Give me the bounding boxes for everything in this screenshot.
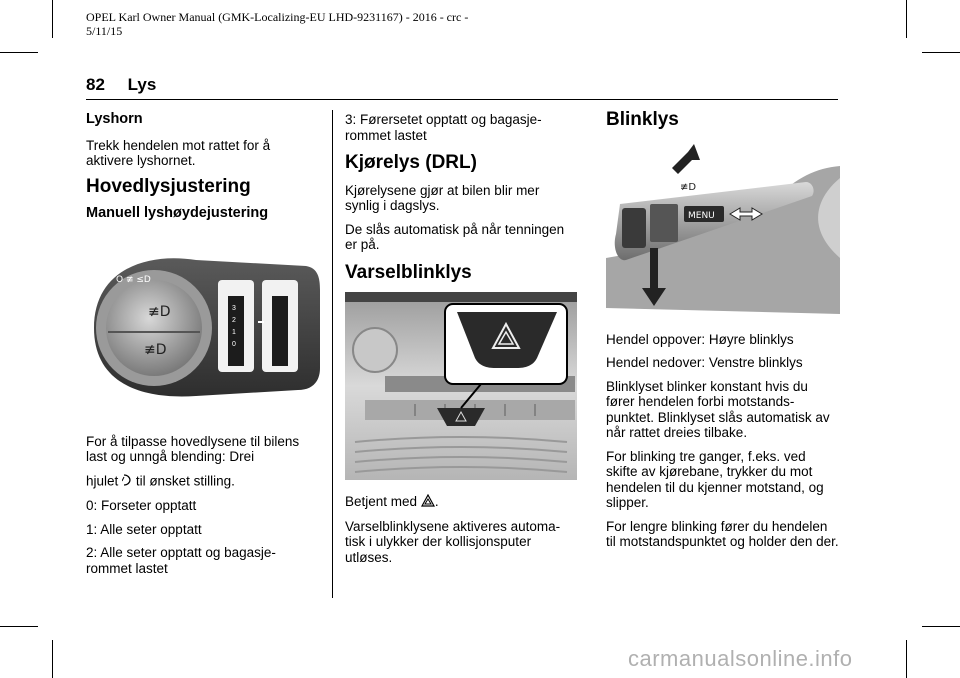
betjent-text-end: . (434, 494, 439, 509)
crop-mark (906, 0, 907, 38)
wheel-digit: 3 (232, 304, 236, 312)
hjulet-text-end: til ønsket stilling. (135, 472, 235, 488)
hazard-switch-figure (345, 292, 577, 480)
watermark: carmanualsonline.info (628, 646, 853, 671)
hjulet-text: hjulet (86, 472, 119, 488)
headlight-level-icon (122, 473, 132, 491)
paragraph-betjent (345, 494, 577, 511)
lever-ring (650, 204, 678, 242)
paragraph-setting-2: 2: Alle seter opptatt og bagasje-rommet lastet (86, 545, 276, 576)
print-meta-line2: 5/11/15 (86, 24, 123, 38)
light-knob (106, 280, 202, 376)
lever-end-button (622, 208, 646, 248)
heading-blinklys: Blinklys (606, 109, 679, 130)
wheel-digit: 2 (232, 316, 236, 324)
paragraph-drl-2: De slås automatisk på når tenningen er på. (345, 221, 565, 252)
paragraph-varsel-auto: Varselblinklysene aktiveres automa-tisk i ulykker der kollisjonsputer utløses. (345, 518, 561, 565)
page-heading (86, 75, 156, 95)
paragraph-tilpasse: For å tilpasse hovedlysene til bilens last og unngå blending: Drei (86, 433, 300, 464)
svg-text:≢D: ≢D (144, 341, 167, 358)
paragraph-setting-0: 0: Forseter opptatt (86, 498, 197, 513)
crop-mark (0, 52, 38, 53)
paragraph-lyshorn: Trekk hendelen mot rattet for å aktivere lyshornet. (86, 137, 271, 168)
crop-mark (52, 640, 53, 678)
paragraph-hendel-opp: Hendel oppover: Høyre blinklys (606, 331, 794, 347)
height-wheel (228, 296, 244, 366)
crop-mark (922, 626, 960, 627)
crop-mark (0, 626, 38, 627)
volume-knob (353, 328, 397, 372)
turn-signal-lever-figure (606, 138, 840, 314)
wheel-digit: 0 (232, 340, 236, 348)
heading-lyshorn: Lyshorn (86, 111, 143, 127)
crop-mark (922, 52, 960, 53)
paragraph-setting-3: 3: Førersetet opptatt og bagasje-rommet lastet (345, 112, 542, 143)
print-meta-line1: OPEL Karl Owner Manual (GMK-Localizing-EU LHD-9231167) - 2016 - crc - (86, 10, 469, 24)
paragraph-lengre: For lengre blinking fører du hendelen til motstandspunktet og holder den der. (606, 518, 839, 549)
column-divider (332, 110, 333, 598)
page-number: 82 (86, 75, 105, 94)
crop-mark (52, 0, 53, 38)
paragraph-tre-ganger: For blinking tre ganger, f.eks. ved skifte av kjørebane, trykker du mot hendelen til du kjenner motstand, og slipper. (606, 448, 824, 510)
paragraph-drl-1: Kjørelysene gjør at bilen blir mer synlig i dagslys. (345, 182, 540, 213)
wheel-digit: 1 (232, 328, 236, 336)
crop-mark (906, 640, 907, 678)
svg-text:≢D: ≢D (680, 181, 697, 193)
dimmer-wheel (272, 296, 288, 366)
svg-text:≢D: ≢D (148, 303, 171, 320)
column-1 (86, 112, 320, 584)
svg-text:O ≢ ≤D: O ≢ ≤D (116, 274, 151, 285)
section-title: Lys (127, 75, 157, 94)
betjent-text: Betjent med (345, 494, 418, 509)
menu-label: MENU (688, 210, 715, 221)
hazard-triangle-icon (421, 494, 435, 511)
heading-varselblinklys: Varselblinklys (345, 261, 472, 283)
paragraph-hjulet (86, 473, 320, 491)
heading-drl: Kjørelys (DRL) (345, 152, 477, 173)
headlight-switch-figure (86, 250, 320, 420)
paragraph-hendel-ned: Hendel nedover: Venstre blinklys (606, 355, 803, 370)
paragraph-setting-1: 1: Alle seter opptatt (86, 521, 202, 537)
heading-hovedlysjustering: Hovedlysjustering (86, 175, 251, 197)
paragraph-konstant: Blinklyset blinker konstant hvis du fører hendelen forbi motstands-punktet. Blinklyset slås automatisk av når rattet dreies tilbake. (606, 378, 830, 440)
print-meta (86, 10, 468, 38)
heading-manuell: Manuell lyshøydejustering (86, 205, 269, 221)
column-3 (606, 109, 840, 558)
column-2 (345, 112, 577, 573)
header-rule (86, 99, 838, 100)
